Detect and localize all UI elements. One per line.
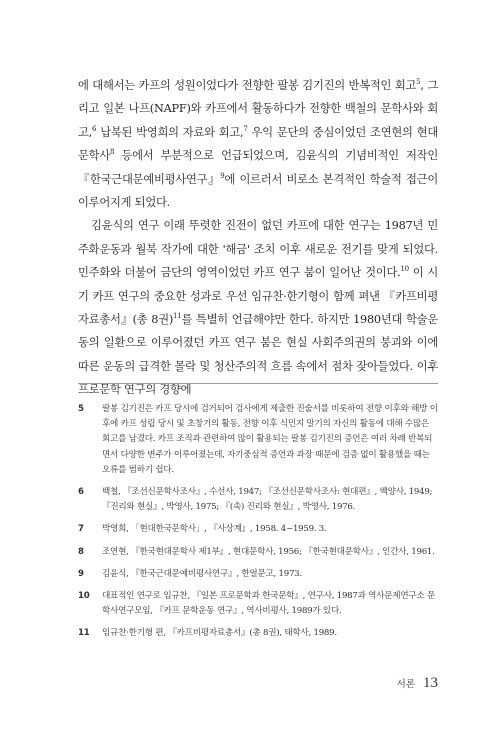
text-run: 에 대해서는 카프의 성원이었다가 전향한 팔봉 김기진의 반복적인 회고 <box>78 79 417 92</box>
paragraph-2 <box>78 214 438 401</box>
footnote-text: 백철, 『조선신문학사조사』, 수선사, 1947; 『조선신문학사조사: 현대편』, 백양사, 1949; 『진리와 현실』, 박영사, 1975; 『(속) 진리와 현실』, 박영사, 1976. <box>102 487 433 513</box>
footnote-divider <box>78 383 438 384</box>
footnote-ref-8: 8 <box>110 148 115 157</box>
footnote-9 <box>78 567 438 582</box>
footnote-ref-10: 10 <box>400 265 409 274</box>
main-text <box>78 74 438 402</box>
footnote-ref-5: 5 <box>416 78 421 86</box>
footnote-number: 10 <box>78 591 90 602</box>
footnote-6 <box>78 485 438 515</box>
footnote-ref-9: 9 <box>220 171 225 180</box>
text-run: 에 이르러서 비로소 본격적인 학술적 접근이 이루어지게 되었다. <box>78 172 438 210</box>
footnote-text: 조연현, 『한국현대문학사 제1부』, 현대문학사, 1956; 『한국현대문학사』, 인간사, 1961. <box>102 546 435 557</box>
page-number: 13 <box>423 675 438 691</box>
footnote-text: 김윤식, 『한국근대문예비평사연구』, 한얼문고, 1973. <box>102 568 302 579</box>
footnote-text: 임규찬·한기형 편, 『카프비평자료총서』(총 8권), 태학사, 1989. <box>102 628 337 639</box>
footnote-text: 대표적인 연구로 임규찬, 『일본 프로문학과 한국문학』, 연구사, 1987과 역사문제연구소 문학사연구모임, 『카프 문학운동 연구』, 역사비평사, 1989가 있다. <box>102 591 436 617</box>
text-run: 납북된 박영희의 자료와 회고, <box>96 125 244 139</box>
footnote-8 <box>78 545 438 560</box>
text-run: 이 시기 카프 연구의 중요한 성과로 우선 임규찬·한기형이 함께 펴낸 『카프비평자료총서』(총 8권) <box>78 266 439 327</box>
footnote-ref-11: 11 <box>173 312 182 321</box>
footnotes <box>78 402 438 649</box>
text-run: 등에서 부분적으로 언급되었으며, 김윤식의 기념비적인 저작인 『한국근대문예비평사연구』 <box>78 149 438 186</box>
page-footer <box>397 675 438 692</box>
section-label: 서론 <box>396 679 415 690</box>
footnote-11 <box>78 626 438 641</box>
footnote-5 <box>78 402 438 478</box>
footnote-number: 8 <box>78 546 84 557</box>
text-run: , 그리고 일본 나프(NAPF)와 카프에서 활동하다가 전향한 백철의 문학사와 회고, <box>78 79 438 139</box>
footnote-number: 6 <box>78 487 84 498</box>
text-run: 우익 문단의 중심이었던 조연현의 현대문학사 <box>78 125 438 163</box>
footnote-number: 7 <box>78 524 84 535</box>
text-run: 를 특별히 언급해야만 한다. 하지만 1980년대 학술운동의 일환으로 이루어졌던 카프 연구 붐은 현실 사회주의권의 붕괴와 이에 따른 운동의 급격한 몰락 및 청산주의적 흐름 속에서 점차 잦아들었다. 이후 프로문학 연구의 경향에 <box>78 313 438 397</box>
footnote-text: 팔봉 김기진은 카프 당시에 검거되어 검사에게 제출한 진술서를 비롯하여 전향 이후와 해방 이후에 카프 성립 당시 및 초창기의 활동, 전향 이후 식민지 말기의 자신의 활동에 대해 수많은 회고를 남겼다. 카프 조직과 관련하여 많이 활용되는 팔봉 김기진의 증언은 여러 차례 반복되면서 다양한 변주가 이루어졌는데, 자기중심적 증언과 과장 때문에 검증 없이 활용했을 때는 오류를 범하기 쉽다. <box>102 404 438 475</box>
footnote-number: 9 <box>78 568 84 579</box>
text-run: 김윤식의 연구 이래 뚜렷한 진전이 없던 카프에 대한 연구는 1987년 민주화운동과 월북 작가에 대한 '해금' 조치 이후 새로운 전기를 맞게 되었다. 민주화와 더불어 금단의 영역이었던 카프 연구 붐이 일어난 것이다. <box>78 219 438 280</box>
footnote-10 <box>78 589 438 619</box>
footnote-number: 5 <box>78 404 84 414</box>
footnote-7 <box>78 522 438 537</box>
footnote-number: 11 <box>78 628 90 639</box>
footnote-ref-6: 6 <box>92 124 97 133</box>
paragraph-1 <box>78 74 438 214</box>
footnote-text: 박영희, 「현대한국문학사」, 『사상계』, 1958. 4~1959. 3. <box>102 524 327 535</box>
footnote-ref-7: 7 <box>243 124 248 133</box>
